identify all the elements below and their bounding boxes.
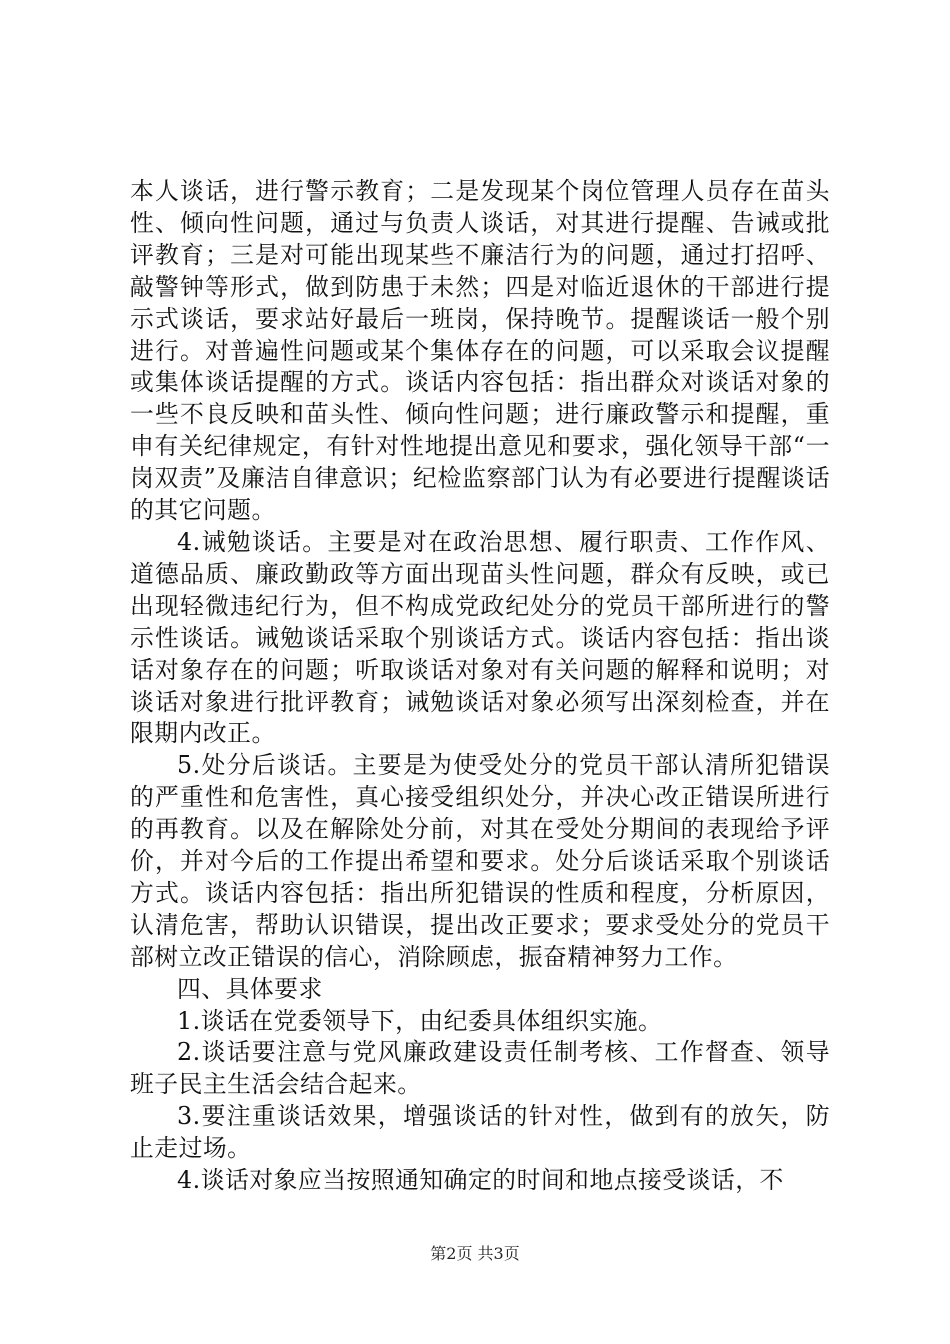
- paragraph-requirement-2: 2.谈话要注意与党风廉政建设责任制考核、工作督查、领导班子民主生活会结合起来。: [130, 1038, 830, 1099]
- document-body: [130, 176, 830, 1197]
- paragraph-admonition-talk: 4.诫勉谈话。主要是对在政治思想、履行职责、工作作风、道德品质、廉政勤政等方面出现苗头性问题，群众有反映，或已出现轻微违纪行为，但不构成党政纪处分的党员干部所进行的警示性谈话。诫勉谈话采取个别谈话方式。谈话内容包括：指出谈话对象存在的问题；听取谈话对象对有关问题的解释和说明；对谈话对象进行批评教育；诫勉谈话对象必须写出深刻检查，并在限期内改正。: [130, 527, 830, 748]
- page-number-footer: 第2页 共3页: [430, 1244, 520, 1263]
- section-heading-specific-requirements: 四、具体要求: [177, 974, 323, 1003]
- paragraph-requirement-3: 3.要注重谈话效果，增强谈话的针对性，做到有的放矢，防止走过场。: [130, 1102, 830, 1163]
- paragraph-continuation: 本人谈话，进行警示教育；二是发现某个岗位管理人员存在苗头性、倾向性问题，通过与负责人谈话，对其进行提醒、告诫或批评教育；三是对可能出现某些不廉洁行为的问题，通过打招呼、敲警钟等形式，做到防患于未然；四是对临近退休的干部进行提示式谈话，要求站好最后一班岗，保持晚节。提醒谈话一般个别进行。对普遍性问题或某个集体存在的问题，可以采取会议提醒或集体谈话提醒的方式。谈话内容包括：指出群众对谈话对象的一些不良反映和苗头性、倾向性问题；进行廉政警示和提醒，重申有关纪律规定，有针对性地提出意见和要求，强化领导干部“一岗双责”及廉洁自律意识；纪检监察部门认为有必要进行提醒谈话的其它问题。: [130, 177, 830, 525]
- paragraph-requirement-1: 1.谈话在党委领导下，由纪委具体组织实施。: [177, 1006, 663, 1035]
- paragraph-post-sanction-talk: 5.处分后谈话。主要是为使受处分的党员干部认清所犯错误的严重性和危害性，真心接受组织处分，并决心改正错误所进行的再教育。以及在解除处分前，对其在受处分期间的表现给予评价，并对今后的工作提出希望和要求。处分后谈话采取个别谈话方式。谈话内容包括：指出所犯错误的性质和程度，分析原因，认清危害，帮助认识错误，提出改正要求；要求受处分的党员干部树立改正错误的信心，消除顾虑，振奋精神努力工作。: [130, 751, 830, 971]
- paragraph-requirement-4: 4.谈话对象应当按照通知确定的时间和地点接受谈话，不: [177, 1166, 784, 1195]
